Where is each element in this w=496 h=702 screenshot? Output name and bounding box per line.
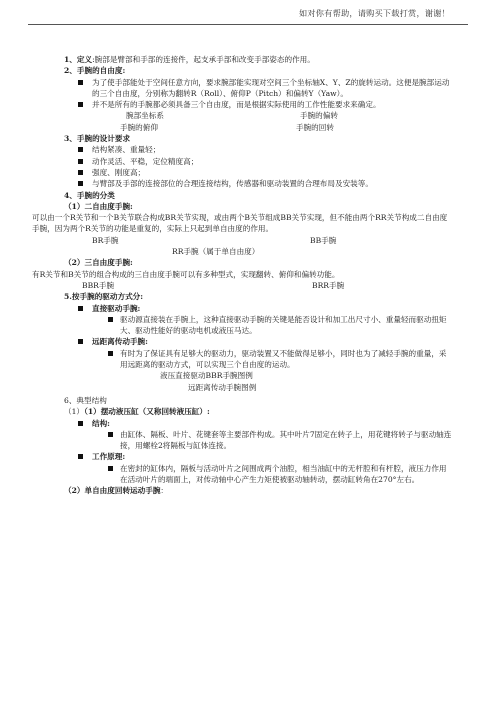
- figure-caption-wrist-roll: 手腕的回转: [296, 122, 334, 132]
- section-4-paragraph-1: 可以由一个R关节和一个B关节联合构成BR关节实现，或由两个B关节组成BB关节实现，但不能由两个RR关节构成二自由度手腕，因为两个R关节的功能是重复的，实际上只起到单自由度的作用。: [32, 213, 448, 234]
- square-bullet-icon: [78, 339, 83, 344]
- square-bullet-icon: [78, 159, 83, 164]
- figure-caption-hydraulic-bbr: 液压直接驱动BBR手腕图例: [160, 371, 253, 381]
- section-4-paragraph-2: 有R关节和B关节的组合构成的三自由度手腕可以有多种型式，实现翻转、俯仰和偏转功能。: [32, 269, 340, 279]
- section-4-title: 4、手腕的分类: [64, 190, 115, 200]
- square-bullet-icon: [108, 432, 113, 437]
- square-bullet-icon: [78, 454, 83, 459]
- section-3-item: [64, 167, 452, 178]
- figure-caption-remote-drive: 远距离传动手腕图例: [188, 382, 257, 392]
- section-2-bullet-2-text: 并不是所有的手腕都必须具备三个自由度，而是根据实际使用的工作性能要求来确定。: [92, 100, 381, 110]
- figure-caption-br-wrist: BR手腕: [92, 235, 119, 245]
- figure-caption-row-7: [64, 382, 452, 393]
- square-bullet-icon: [78, 147, 83, 152]
- figure-caption-brr-wrist: BRR手腕: [312, 280, 345, 290]
- section-6-principle-text: [64, 463, 452, 486]
- section-3-item-text: 结构紧凑、重量轻；: [92, 145, 161, 155]
- figure-caption-rr-wrist: RR手腕（属于单自由度）: [172, 247, 260, 257]
- square-bullet-icon: [78, 170, 83, 175]
- section-3-title: 3、手腕的设计要求: [64, 134, 131, 144]
- section-5-heading-remote: [64, 336, 452, 347]
- square-bullet-icon: [78, 306, 83, 311]
- section-3-item-text: 与臂部及手部的连接部位的合理连接结构，传感器和驱动装置的合理布局及安装等。: [92, 179, 373, 189]
- section-6-structure-body: 由缸体、隔板、叶片、花键套等主要部件构成。其中叶片7固定在转子上，用花键将转子与驱动轴连接，用螺栓2将隔板与缸体连接。: [120, 429, 452, 451]
- section-6-sub-1-text: （1）摆动液压缸（又称回转液压缸）:: [84, 407, 210, 417]
- figure-caption-bb-wrist: BB手腕: [310, 235, 337, 245]
- figure-caption-bbr-wrist: BBR手腕: [82, 280, 115, 290]
- figure-caption-row-3: [64, 235, 452, 246]
- document-body: [32, 54, 452, 497]
- section-4-sub-2: （2）三自由度手腕:: [64, 258, 133, 268]
- section-6-sub-1: （1）（1）摆动液压缸（又称回转液压缸）:: [64, 407, 210, 417]
- section-6-sub-2-text: （2）单自由度回转运动手腕: [64, 486, 161, 496]
- section-5-direct-body: 驱动源直接装在手腕上，这种直接驱动手腕的关键是能否设计和加工出尺寸小、重量轻而驱动扭矩大、驱动性能好的驱动电机或液压马达。: [120, 314, 447, 336]
- section-5-remote-text: [64, 348, 452, 371]
- figure-caption-row-4: [64, 246, 452, 257]
- section-5-title: 5.按手腕的驱动方式分:: [64, 292, 144, 302]
- square-bullet-icon: [78, 102, 83, 107]
- section-6-title: 6、典型结构: [64, 395, 107, 405]
- section-1-number: 1、: [64, 55, 77, 64]
- section-5-heading-remote-text: 远距离传动手腕:: [92, 337, 148, 347]
- section-1-text: :腕部是臂部和手部的连接件，起支承手部和改变手部姿态的作用。: [92, 55, 315, 64]
- figure-caption-wrist-pitch: 手腕的俯仰: [120, 122, 158, 132]
- section-5-direct-text: [64, 314, 452, 337]
- square-bullet-icon: [78, 421, 83, 426]
- section-3-item-text: 动作灵活、平稳，定位精度高；: [92, 156, 199, 166]
- section-6-heading-principle-text: 工作原理:: [92, 452, 126, 462]
- square-bullet-icon: [108, 466, 113, 471]
- section-6-sub-2-tail: ：: [160, 486, 169, 496]
- section-6-principle-body: 在密封的缸体内，隔板与活动叶片之间围成两个油腔，相当油缸中的无杆腔和有杆腔，液压力作用在活动叶片的端面上，对传动轴中心产生力矩使被驱动轴转动，摆动缸转角在270°左右。: [120, 463, 447, 484]
- section-2-title: 2、手腕的自由度:: [64, 66, 126, 76]
- section-6-structure-text: [64, 429, 452, 452]
- section-2-bullet-2: [64, 99, 452, 110]
- section-3-item: [64, 144, 452, 155]
- section-4-sub-1: （1）二自由度手腕:: [64, 201, 133, 211]
- square-bullet-icon: [108, 317, 113, 322]
- section-3-item: [64, 156, 452, 167]
- section-1-definition: [64, 54, 452, 65]
- square-bullet-icon: [78, 80, 83, 85]
- section-5-heading-direct: [64, 303, 452, 314]
- figure-caption-row-2: [64, 122, 452, 133]
- square-bullet-icon: [78, 181, 83, 186]
- square-bullet-icon: [108, 351, 113, 356]
- section-2-bullet-1-text: 为了使手部能处于空间任意方向，要求腕部能实现对空间三个坐标轴X、Y、Z的旋转运动。这便是腕部运动的三个自由度，分别称为翻转R（Roll）、俯仰P（Pitch）和偏转Y（Yaw）。: [92, 77, 450, 98]
- header-divider: [28, 24, 468, 25]
- figure-caption-row-6: [64, 370, 452, 381]
- section-6-sub-2: [64, 485, 452, 496]
- section-3-item-text: 强度、刚度高；: [92, 167, 146, 177]
- page-header: 如对你有帮助，请购买下载打赏，谢谢！: [299, 8, 450, 18]
- figure-caption-wrist-yaw: 手腕的偏转: [300, 111, 338, 121]
- section-2-bullet-1: [64, 77, 452, 100]
- section-3-item: [64, 178, 452, 189]
- section-6-heading-principle: [64, 451, 452, 462]
- section-5-remote-body: 有时为了保证具有足够大的驱动力，驱动装置又不能做得足够小，同时也为了减轻手腕的重量，采用远距离的驱动方式，可以实现三个自由度的运动。: [120, 348, 447, 370]
- section-6-heading-structure-text: 结构:: [92, 418, 110, 428]
- figure-caption-row-1: [64, 110, 452, 121]
- section-5-heading-direct-text: 直接驱动手腕:: [92, 303, 141, 313]
- section-6-heading-structure: [64, 418, 452, 429]
- section-1-term: 定义: [76, 55, 93, 64]
- figure-caption-row-5: [64, 280, 452, 291]
- figure-caption-wrist-coordinate: 腕部坐标系: [126, 111, 164, 121]
